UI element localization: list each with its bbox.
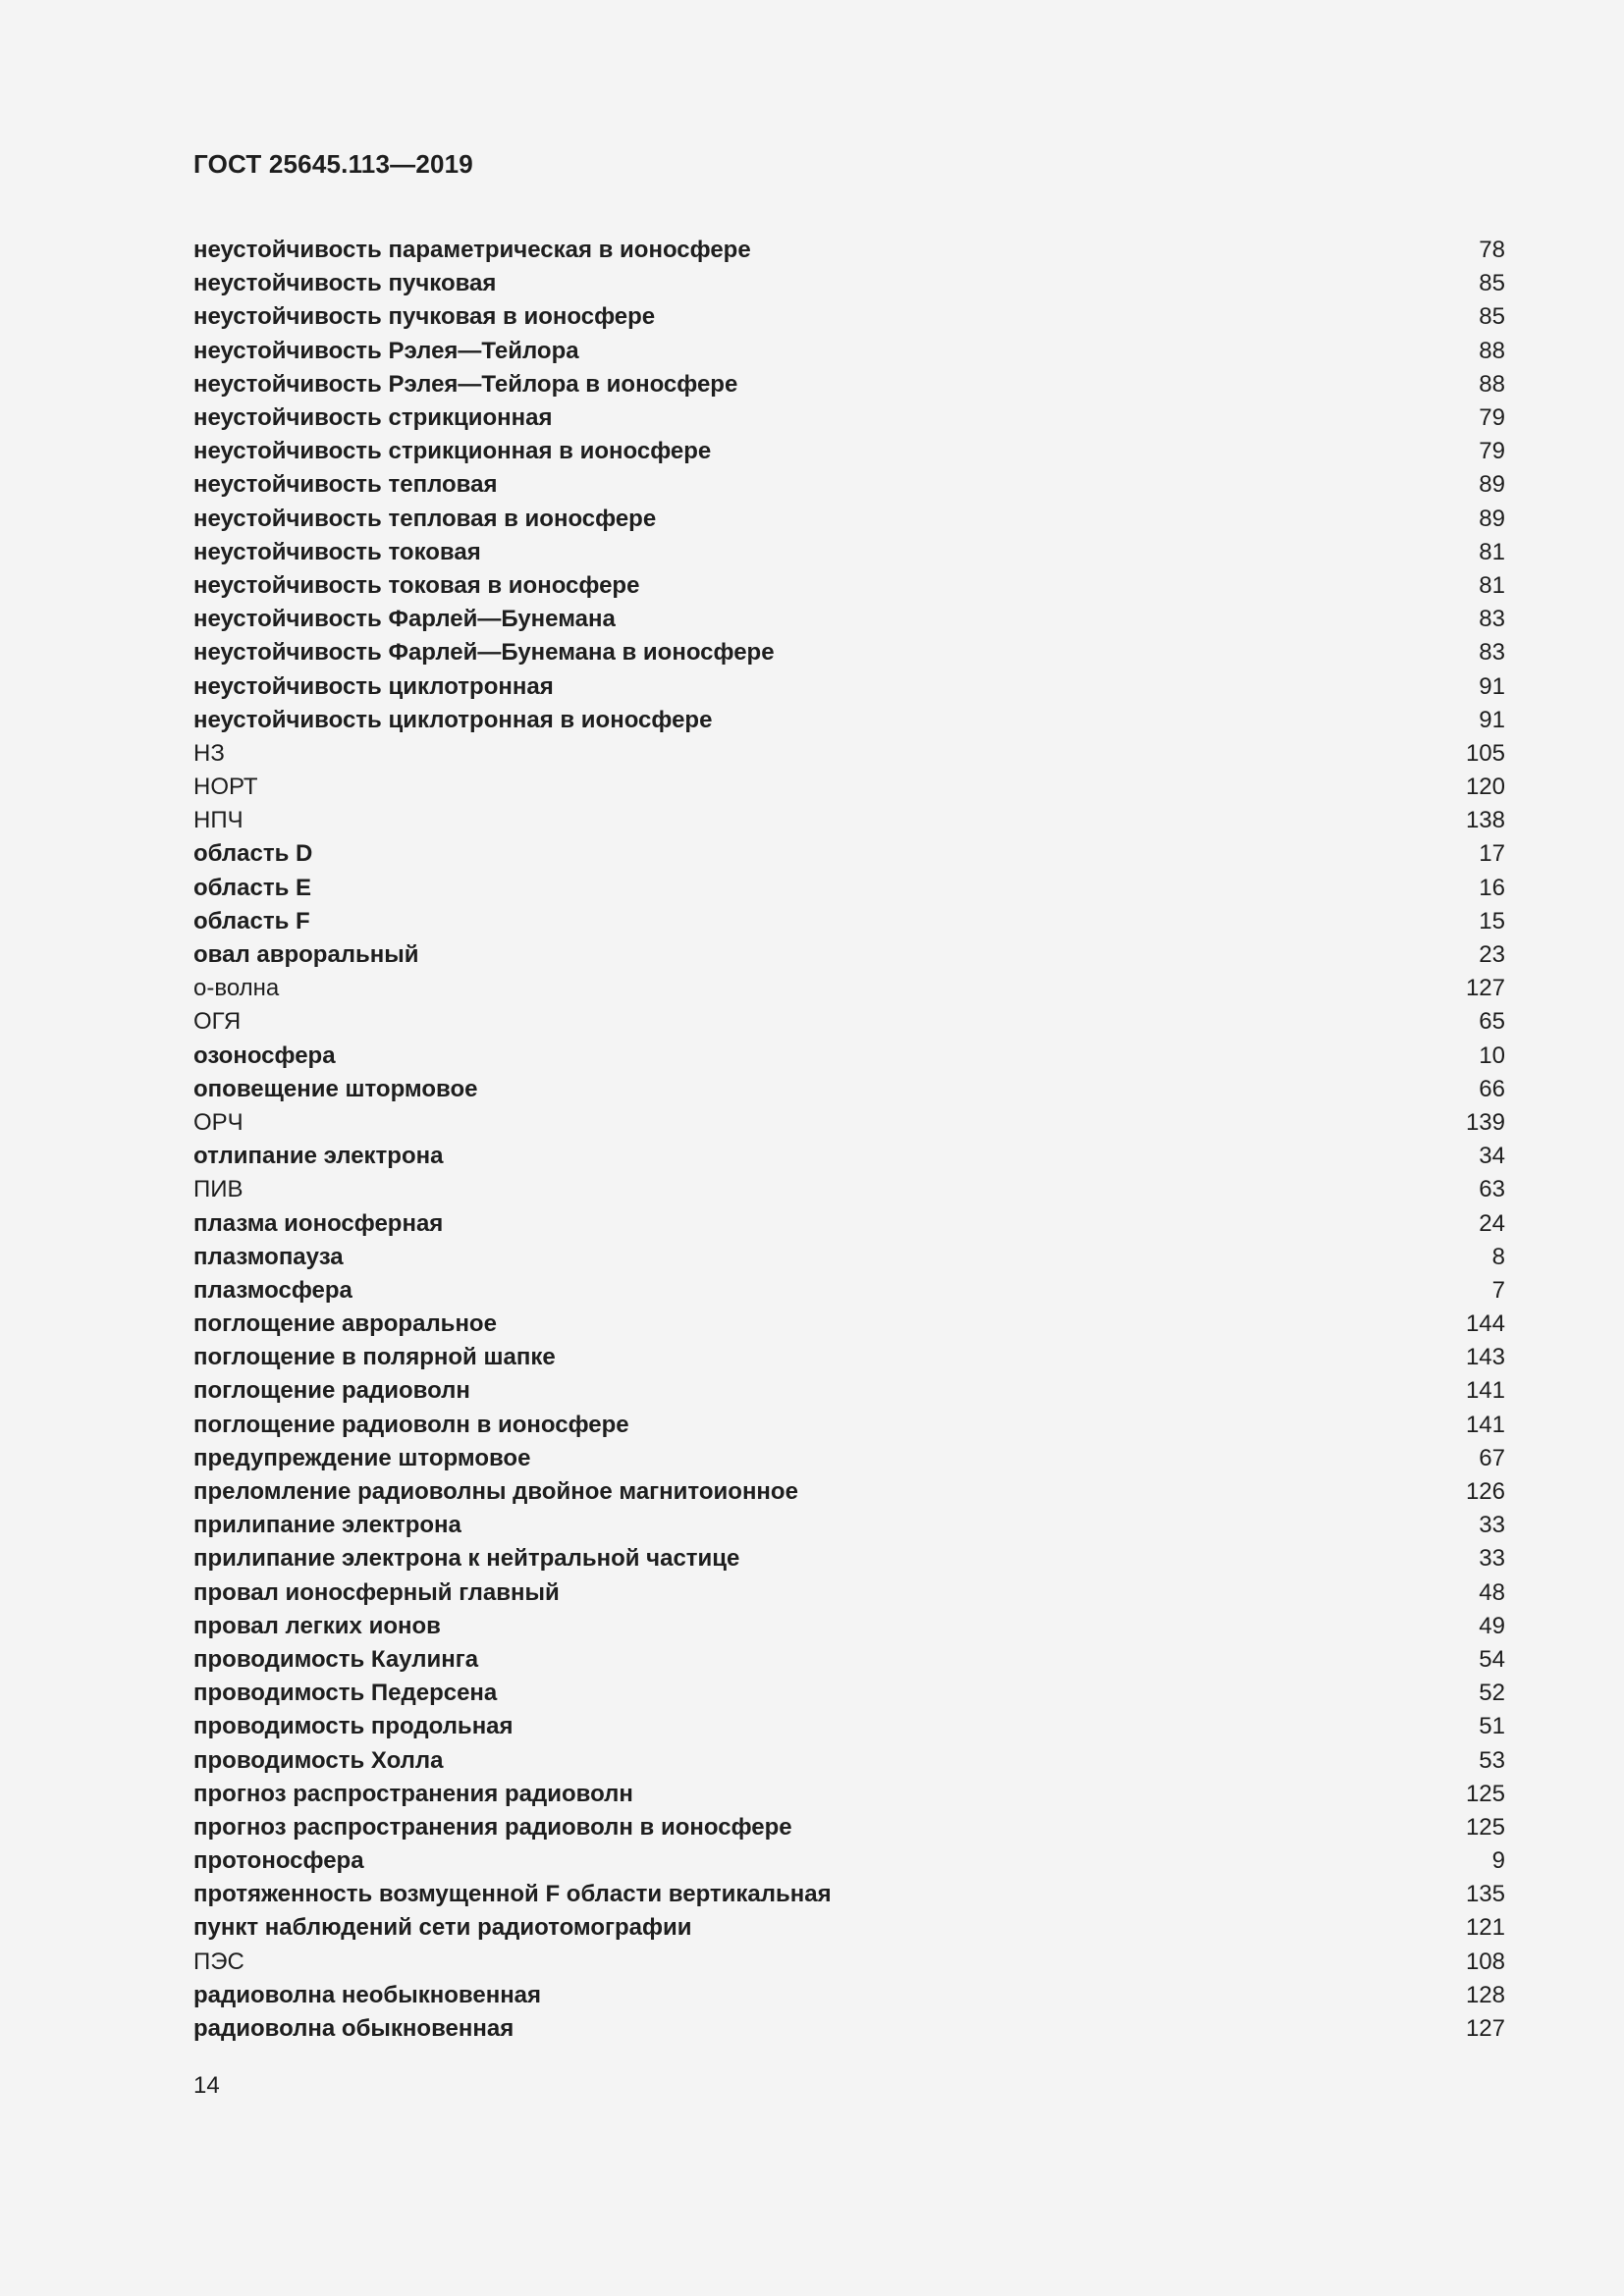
index-term: проводимость Холла [193,1746,444,1774]
index-term: овал авроральный [193,941,419,969]
index-term: неустойчивость параметрическая в ионосфере [193,237,751,264]
index-term: НЗ [193,739,225,767]
index-page-ref: 141 [1465,1377,1505,1405]
index-page-ref: 79 [1479,404,1505,432]
index-term: ПИВ [193,1176,244,1203]
index-entry [193,267,1505,300]
page-number: 14 [193,2072,220,2099]
index-entry [193,1509,1505,1542]
index-entry [193,536,1505,569]
index-page-ref: 33 [1479,1545,1505,1573]
index-entry [193,771,1505,804]
index-page-ref: 121 [1465,1914,1505,1942]
index-page-ref: 138 [1465,807,1505,834]
index-term: неустойчивость стрикционная в ионосфере [193,438,712,465]
index-entry [193,234,1505,267]
index-entry [193,1040,1505,1073]
index-entry [193,1073,1505,1106]
index-term: прилипание электрона [193,1512,461,1539]
index-entry [193,1677,1505,1710]
index-entry [193,1241,1505,1274]
index-term: оповещение штормовое [193,1075,478,1102]
index-entry [193,2012,1505,2046]
index-page-ref: 54 [1479,1645,1505,1673]
index-entry [193,1409,1505,1442]
index-entry [193,1005,1505,1039]
index-entry [193,569,1505,603]
index-entry [193,1844,1505,1878]
index-entry [193,905,1505,938]
index-page-ref: 65 [1479,1008,1505,1036]
index-entry [193,636,1505,669]
index-page-ref: 33 [1479,1512,1505,1539]
index-term: ОРЧ [193,1108,244,1136]
index-term: озоносфера [193,1041,336,1069]
index-term: область E [193,874,312,901]
index-term: неустойчивость тепловая в ионосфере [193,505,657,532]
index-page-ref: 10 [1479,1041,1505,1069]
index-term: неустойчивость пучковая [193,270,497,297]
index-page-ref: 108 [1465,1948,1505,1975]
index-entry [193,1442,1505,1475]
index-page-ref: 144 [1465,1310,1505,1338]
index-entry [193,1946,1505,1979]
index-entry [193,1778,1505,1811]
index-term: область D [193,840,313,868]
index-entry [193,335,1505,368]
index-page-ref: 105 [1465,739,1505,767]
index-page-ref: 135 [1465,1881,1505,1908]
index-page-ref: 85 [1479,270,1505,297]
index-entry [193,1811,1505,1844]
index-page-ref: 63 [1479,1176,1505,1203]
index-entry [193,737,1505,771]
index-page-ref: 9 [1491,1847,1505,1875]
index-term: проводимость Педерсена [193,1680,498,1707]
index-page-ref: 88 [1479,337,1505,364]
index-page-ref: 49 [1479,1612,1505,1639]
index-page-ref: 89 [1479,505,1505,532]
index-term: радиоволна обыкновенная [193,2015,514,2043]
index-entry [193,1911,1505,1945]
index-page-ref: 16 [1479,874,1505,901]
index-entry [193,938,1505,972]
index-term: неустойчивость Фарлей—Бунемана [193,606,616,633]
index-page-ref: 79 [1479,438,1505,465]
index-page-ref: 66 [1479,1075,1505,1102]
index-term: поглощение радиоволн [193,1377,470,1405]
index-term: неустойчивость циклотронная в ионосфере [193,706,713,733]
index-entry [193,1374,1505,1408]
index-page-ref: 81 [1479,571,1505,599]
index-entry [193,1206,1505,1240]
index-term: неустойчивость циклотронная [193,672,554,700]
index-term: прилипание электрона к нейтральной частице [193,1545,740,1573]
index-term: провал легких ионов [193,1612,441,1639]
index-page-ref: 34 [1479,1143,1505,1170]
index-page-ref: 125 [1465,1780,1505,1807]
index-term: неустойчивость стрикционная [193,404,553,432]
index-entry [193,300,1505,334]
index-entry [193,1743,1505,1777]
index-entry [193,1140,1505,1173]
index-page-ref: 67 [1479,1444,1505,1471]
index-page-ref: 15 [1479,907,1505,934]
index-entry [193,1274,1505,1308]
index-term: проводимость Каулинга [193,1645,479,1673]
index-entry [193,669,1505,703]
index-term: преломление радиоволны двойное магнитоионное [193,1478,798,1506]
index-term: ПЭС [193,1948,244,1975]
subject-index-list [193,234,1505,2046]
index-term: предупреждение штормовое [193,1444,531,1471]
index-page-ref: 89 [1479,471,1505,499]
index-term: плазмопауза [193,1243,344,1270]
document-header: ГОСТ 25645.113—2019 [193,149,473,179]
index-term: неустойчивость Фарлей—Бунемана в ионосфере [193,639,775,667]
index-entry [193,972,1505,1005]
index-term: область F [193,907,310,934]
index-entry [193,704,1505,737]
index-entry [193,1979,1505,2012]
index-term: отлипание электрона [193,1143,444,1170]
index-page-ref: 126 [1465,1478,1505,1506]
index-term: ОГЯ [193,1008,242,1036]
index-term: поглощение в полярной шапке [193,1344,556,1371]
index-term: о-волна [193,975,280,1002]
index-page-ref: 91 [1479,672,1505,700]
index-entry [193,1542,1505,1575]
index-term: пункт наблюдений сети радиотомографии [193,1914,692,1942]
index-term: поглощение авроральное [193,1310,497,1338]
index-page-ref: 81 [1479,538,1505,565]
index-page-ref: 120 [1465,774,1505,801]
index-entry [193,1878,1505,1911]
index-term: поглощение радиоволн в ионосфере [193,1411,629,1438]
index-page-ref: 52 [1479,1680,1505,1707]
index-term: НОРТ [193,774,258,801]
index-page-ref: 141 [1465,1411,1505,1438]
index-page-ref: 85 [1479,303,1505,331]
index-entry [193,401,1505,435]
index-page-ref: 128 [1465,1981,1505,2008]
index-entry [193,368,1505,401]
index-page-ref: 23 [1479,941,1505,969]
index-page-ref: 7 [1491,1276,1505,1304]
index-term: неустойчивость пучковая в ионосфере [193,303,656,331]
index-term: проводимость продольная [193,1713,514,1740]
index-term: неустойчивость Рэлея—Тейлора в ионосфере [193,370,738,398]
index-term: плазмосфера [193,1276,352,1304]
index-term: прогноз распространения радиоволн в ионосфере [193,1813,792,1841]
index-term: протоносфера [193,1847,364,1875]
index-entry [193,1308,1505,1341]
index-entry [193,503,1505,536]
index-page-ref: 88 [1479,370,1505,398]
index-page-ref: 125 [1465,1813,1505,1841]
index-entry [193,468,1505,502]
index-entry [193,603,1505,636]
index-page-ref: 24 [1479,1209,1505,1237]
index-term: неустойчивость токовая в ионосфере [193,571,640,599]
index-term: неустойчивость токовая [193,538,481,565]
index-entry [193,1610,1505,1643]
index-entry [193,872,1505,905]
index-entry [193,1576,1505,1610]
index-entry [193,837,1505,871]
index-page-ref: 143 [1465,1344,1505,1371]
index-page-ref: 127 [1465,975,1505,1002]
index-term: провал ионосферный главный [193,1578,560,1606]
index-term: неустойчивость тепловая [193,471,498,499]
index-page-ref: 78 [1479,237,1505,264]
index-page-ref: 83 [1479,639,1505,667]
index-page-ref: 51 [1479,1713,1505,1740]
index-page-ref: 91 [1479,706,1505,733]
index-entry [193,1643,1505,1677]
index-term: НПЧ [193,807,244,834]
index-page-ref: 48 [1479,1578,1505,1606]
index-term: прогноз распространения радиоволн [193,1780,633,1807]
index-term: радиоволна необыкновенная [193,1981,542,2008]
index-page-ref: 8 [1491,1243,1505,1270]
index-entry [193,435,1505,468]
index-page-ref: 127 [1465,2015,1505,2043]
index-page-ref: 139 [1465,1108,1505,1136]
index-entry [193,1341,1505,1374]
index-entry [193,1173,1505,1206]
index-entry [193,1475,1505,1509]
index-page-ref: 53 [1479,1746,1505,1774]
index-entry [193,1710,1505,1743]
index-term: плазма ионосферная [193,1209,444,1237]
index-entry [193,804,1505,837]
index-term: протяженность возмущенной F области вертикальная [193,1881,832,1908]
index-entry [193,1106,1505,1140]
index-page-ref: 17 [1479,840,1505,868]
index-term: неустойчивость Рэлея—Тейлора [193,337,579,364]
index-page-ref: 83 [1479,606,1505,633]
